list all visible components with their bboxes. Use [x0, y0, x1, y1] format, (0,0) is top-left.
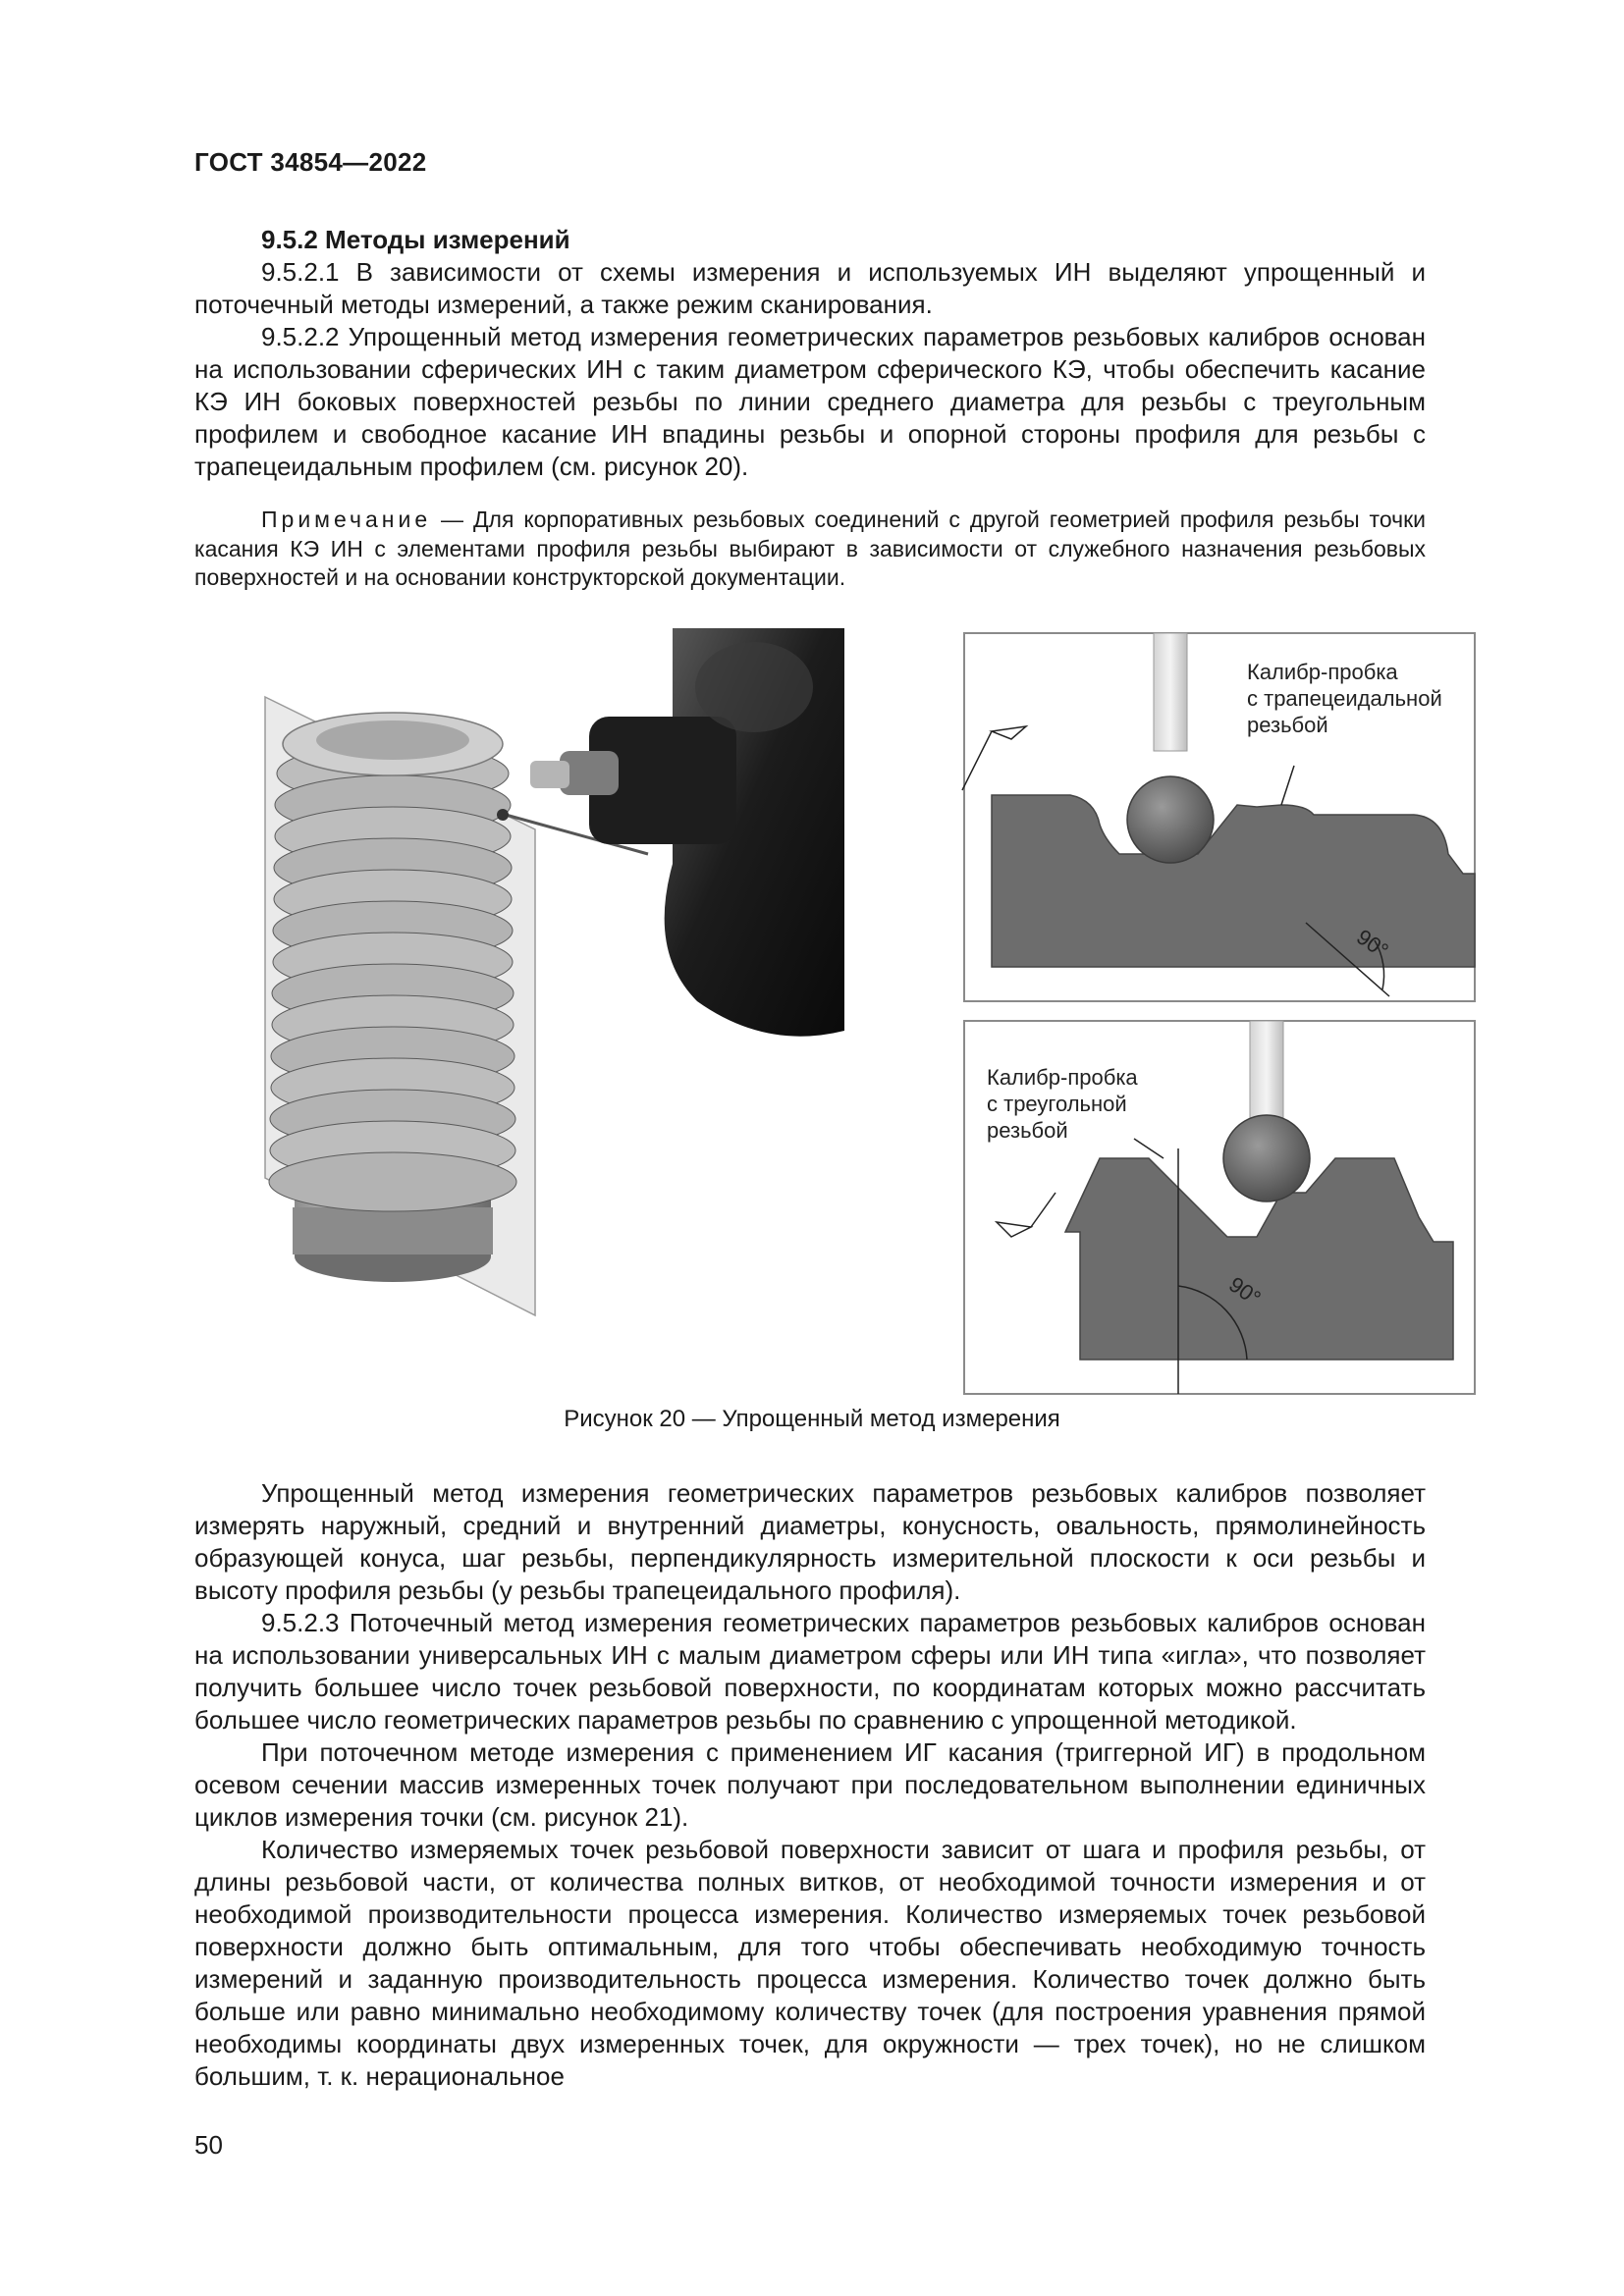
figure-caption: Рисунок 20 — Упрощенный метод измерения	[564, 1406, 1060, 1432]
figure-20	[236, 628, 1483, 1399]
bottom-label-line-2: с треугольной	[987, 1092, 1127, 1116]
probe-contact-point	[497, 809, 509, 821]
figure-20-illustration	[236, 628, 1483, 1399]
angle-label-bottom: 90°	[1224, 1271, 1266, 1311]
panel-triangular	[964, 1021, 1475, 1394]
gauge-base-band	[293, 1207, 493, 1255]
bottom-label-line-3: резьбой	[987, 1118, 1068, 1143]
note-block	[194, 506, 1426, 593]
top-label-line-1: Калибр-пробка	[1247, 660, 1398, 684]
note-text: — Для корпоративных резьбовых соединений с другой геометрией профиля резьбы точки касания КЭ ИН с элементами профиля резьбы выбирают в зависимости от служебного назначения резьбовых поверхностей и на основании конструкторской документации.	[194, 507, 1426, 590]
panel-trapezoidal	[962, 633, 1475, 1001]
paragraph-simplified-method: Упрощенный метод измерения геометрических параметров резьбовых калибров позволяет измерять наружный, средний и внутренний диаметры, конусность, овальность, прямолинейность образующей конуса, шаг резьбы, перпендикулярность измерительной плоскости к оси резьбы и высоту профиля резьбы (у резьбы трапецеидального профиля).	[194, 1478, 1426, 1605]
section-9-5-2	[194, 224, 1426, 483]
angle-label-top: 90°	[1352, 924, 1393, 964]
top-label-line-2: с трапецеидальной	[1247, 686, 1442, 711]
gauge-top-center	[316, 721, 469, 760]
section-body	[194, 1477, 1426, 2093]
paragraph-point-count: Количество измеряемых точек резьбовой поверхности зависит от шага и профиля резьбы, от длины резьбовой части, от количества полных витков, от необходимой точности измерения и от необходимой производительности процесса измерения. Количество измеряемых точек резьбовой поверхности должно быть оптимальным, для того чтобы обеспечивать необходимую точность измерений и заданную производительность процесса измерения. Количество точек должно быть больше или равно минимально необходимому количеству точек (для построения уравнения прямой необходимы координаты двух измеренных точек, для окружности — трех точек), но не слишком большим, т. к. нерациональное	[194, 1835, 1426, 2091]
bottom-label-line-1: Калибр-пробка	[987, 1065, 1138, 1090]
probe-head	[530, 628, 844, 1037]
standard-header: ГОСТ 34854—2022	[194, 147, 427, 177]
section-heading: 9.5.2 Методы измерений	[261, 225, 570, 254]
thread-turns	[269, 744, 516, 1211]
note-label: Примечание	[261, 507, 432, 532]
paragraph-9-5-2-2: 9.5.2.2 Упрощенный метод измерения геометрических параметров резьбовых калибров основан на использовании сферических ИН с таким диаметром сферического КЭ, чтобы обеспечить касание КЭ ИН боковых поверхностей резьбы по линии среднего диаметра для резьбы с треугольным профилем и свободное касание ИН впадины резьбы и опорной стороны профиля для резьбы с трапецеидальным профилем (см. рисунок 20).	[194, 322, 1426, 481]
page-number: 50	[194, 2130, 223, 2160]
paragraph-9-5-2-1: 9.5.2.1 В зависимости от схемы измерения и используемых ИН выделяют упрощенный и поточечный методы измерений, а также режим сканирования.	[194, 257, 1426, 319]
paragraph-point-method: При поточечном методе измерения с применением ИГ касания (триггерной ИГ) в продольном осевом сечении массив измеренных точек получают при последовательном выполнении единичных циклов измерения точки (см. рисунок 21).	[194, 1737, 1426, 1832]
paragraph-9-5-2-3: 9.5.2.3 Поточечный метод измерения геометрических параметров резьбовых калибров основан на использовании универсальных ИН с малым диаметром сферы или ИН типа «игла», что позволяет получить большее число точек резьбовой поверхности, по координатам которых можно рассчитать большее число геометрических параметров резьбы по сравнению с упрощенной методикой.	[194, 1608, 1426, 1735]
top-label-line-3: резьбой	[1247, 713, 1328, 737]
